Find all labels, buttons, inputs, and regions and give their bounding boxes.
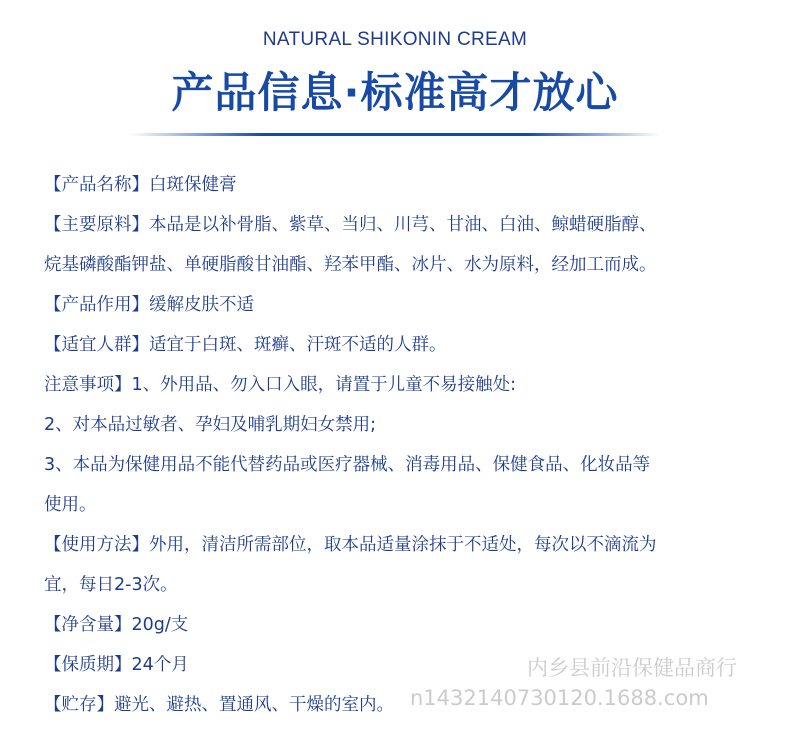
info-line: 【使用方法】外用，清洁所需部位，取本品适量涂抹于不适处，每次以不滴流为: [44, 535, 657, 555]
watermark-company: 内乡县前沿保健品商行: [527, 656, 737, 680]
info-line: 烷基磷酸酯钾盐、单硬脂酸甘油酯、羟苯甲酯、冰片、水为原料，经加工而成。: [44, 255, 657, 275]
info-line: 【保质期】24个月: [44, 655, 189, 675]
title-divider: [130, 133, 660, 136]
info-line: 2、对本品过敏者、孕妇及哺乳期妇女禁用;: [44, 415, 377, 435]
product-info: [44, 170, 774, 730]
page-title: 产品信息·标准高才放心: [171, 68, 619, 117]
header-subtitle: NATURAL SHIKONIN CREAM: [262, 29, 528, 50]
info-line: 【产品作用】缓解皮肤不适: [44, 295, 254, 315]
info-line: 注意事项】1、外用品、勿入口入眼，请置于儿童不易接触处:: [44, 375, 517, 395]
info-line: 3、本品为保健用品不能代替药品或医疗器械、消毒用品、保健食品、化妆品等: [44, 455, 651, 475]
info-line: 【产品名称】白斑保健膏: [44, 175, 237, 195]
watermark-url: n1432140730120.1688.com: [410, 686, 709, 710]
info-line: 宜，每日2-3次。: [44, 575, 178, 595]
info-line: 【主要原料】本品是以补骨脂、紫草、当归、川芎、甘油、白油、鲸蜡硬脂醇、: [44, 215, 657, 235]
info-line: 【净含量】20g/支: [44, 615, 189, 635]
info-line: 使用。: [44, 495, 97, 515]
info-line: 【贮存】避光、避热、置通风、干燥的室内。: [44, 695, 394, 715]
info-line: 【适宜人群】适宜于白斑、斑癣、汗斑不适的人群。: [44, 335, 447, 355]
